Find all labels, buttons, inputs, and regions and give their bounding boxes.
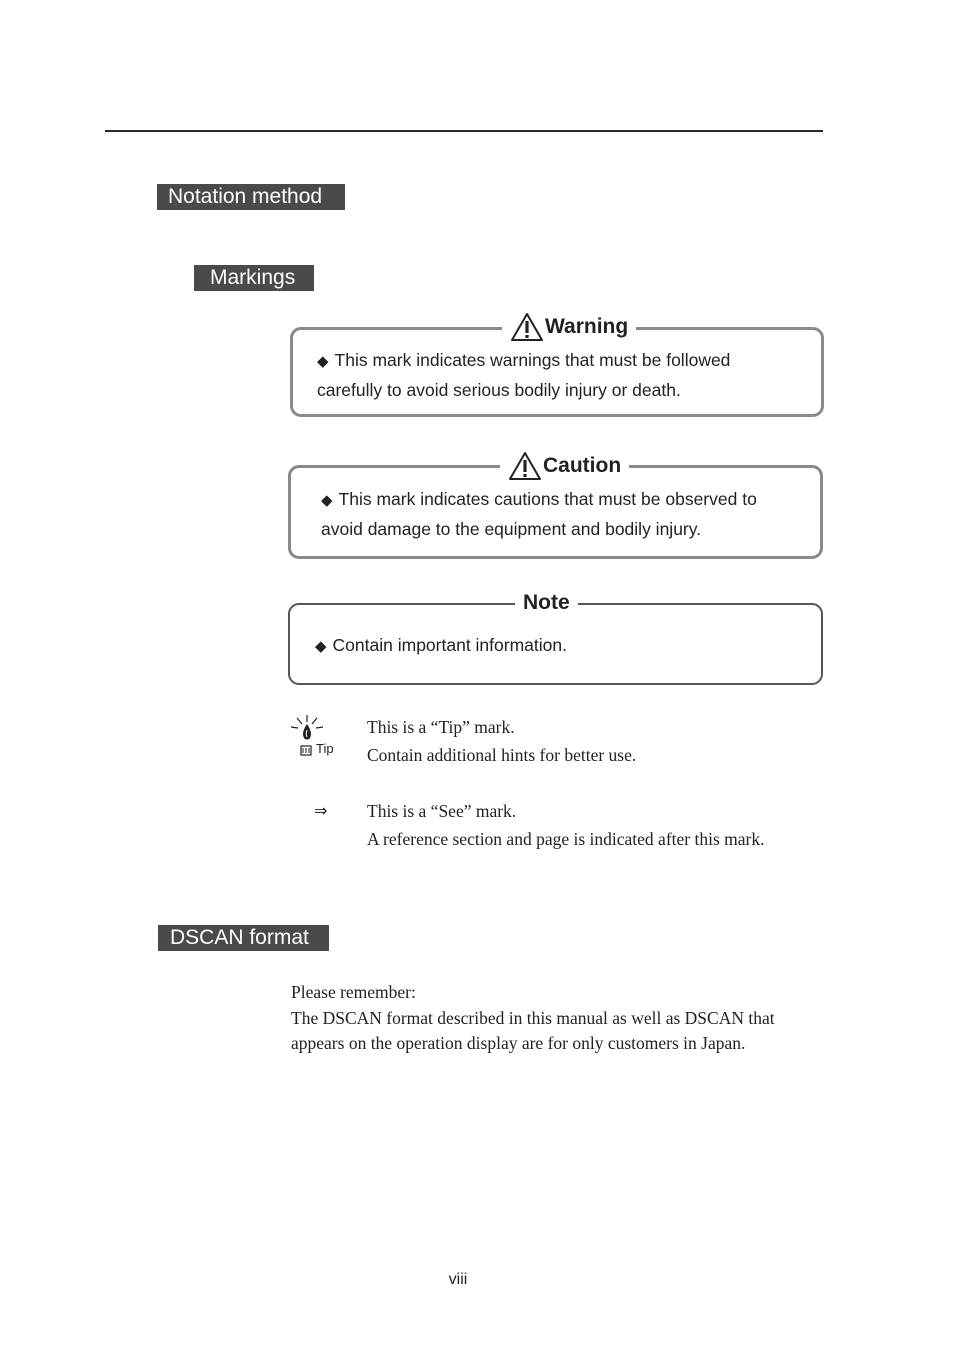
dscan-line-3: appears on the operation display are for only customers in Japan. <box>291 1033 746 1053</box>
warning-description <box>317 346 730 404</box>
bullet-diamond: ◆ <box>315 638 327 655</box>
see-description <box>367 797 764 853</box>
warning-line-2: carefully to avoid serious bodily injury or death. <box>317 380 681 400</box>
caution-line-1: This mark indicates cautions that must be observed to <box>338 489 757 509</box>
caution-description <box>321 485 757 543</box>
note-description <box>315 631 567 661</box>
note-line-1: Contain important information. <box>332 635 567 655</box>
note-box-title <box>515 590 578 616</box>
see-arrow-icon: ⇒ <box>314 801 328 820</box>
warning-line-1: This mark indicates warnings that must be followed <box>334 350 731 370</box>
bullet-diamond: ◆ <box>321 492 333 509</box>
tip-line-1: This is a “Tip” mark. <box>367 717 515 737</box>
dscan-line-2: The DSCAN format described in this manual as well as DSCAN that <box>291 1007 775 1028</box>
warning-triangle-icon <box>510 312 544 342</box>
warning-title-text: Warning <box>545 315 629 338</box>
warning-box-title <box>502 312 636 342</box>
header-rule <box>105 130 823 132</box>
tip-line-2: Contain additional hints for better use. <box>367 745 637 765</box>
dscan-line-1: Please remember: <box>291 982 416 1002</box>
warning-triangle-icon <box>508 451 542 481</box>
caution-title-text: Caution <box>543 454 622 477</box>
tip-description <box>367 713 636 769</box>
caution-line-2: avoid damage to the equipment and bodily injury. <box>321 519 702 539</box>
page-number: viii <box>448 1271 468 1288</box>
dscan-notice <box>291 980 823 1057</box>
tip-icon-label: Tip <box>316 741 334 756</box>
lightbulb-tip-icon <box>288 712 342 760</box>
section-heading-dscan-format: DSCAN format <box>158 925 329 951</box>
section-heading-notation-method: Notation method <box>157 184 345 210</box>
see-line-1: This is a “See” mark. <box>367 801 517 821</box>
section-heading-markings: Markings <box>194 265 314 291</box>
bullet-diamond: ◆ <box>317 353 329 370</box>
note-title-text: Note <box>523 591 570 614</box>
caution-box-title <box>500 451 629 481</box>
see-line-2: A reference section and page is indicated after this mark. <box>367 829 765 849</box>
